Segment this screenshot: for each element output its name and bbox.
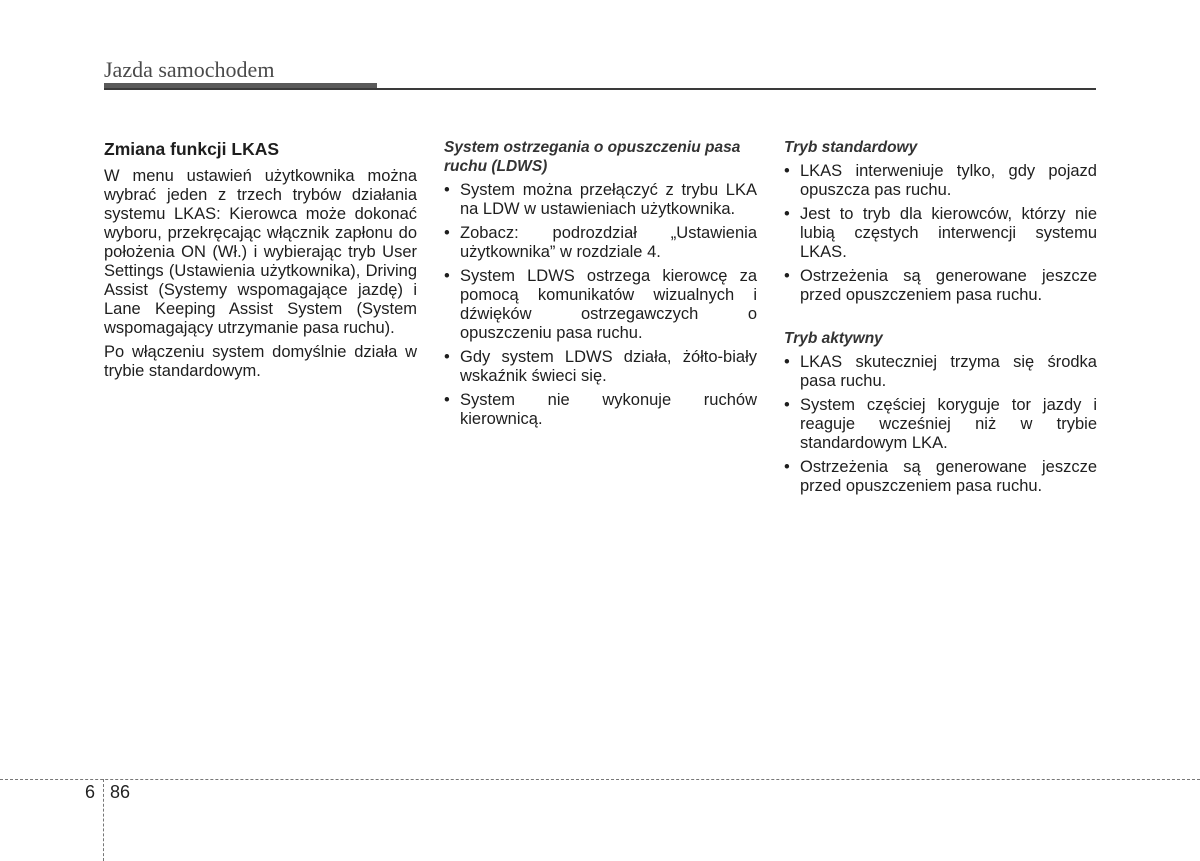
list-item-text: Ostrzeżenia są generowane jeszcze przed opuszczeniem pasa ruchu. — [800, 458, 1097, 495]
list-item — [784, 353, 1097, 391]
paragraph: W menu ustawień użytkownika można wybrać jeden z trzech trybów działania systemu LKAS: Kierowca może dokonać wyboru, przekręcając włącznik zapłonu do położenia ON (Wł.) i wybierając tryb User Settings (Ustawienia użytkownika), Driving Assist (Systemy wspomagające jazdę) i Lane Keeping Assist System (System wspomagający utrzymanie pasa ruchu). — [104, 167, 417, 337]
bullet-icon: • — [784, 162, 790, 180]
active-mode-bullet-list — [784, 353, 1097, 496]
spacer — [784, 310, 1097, 329]
bullet-icon: • — [784, 205, 790, 223]
ldws-bullet-list — [444, 181, 757, 429]
bullet-icon: • — [444, 348, 450, 366]
column-lkas-settings — [104, 138, 417, 386]
list-item — [444, 181, 757, 219]
bullet-icon: • — [444, 267, 450, 285]
bullet-icon: • — [784, 353, 790, 371]
list-item-text: System LDWS ostrzega kierowcę za pomocą komunikatów wizualnych i dźwięków ostrzegawczych o opuszczeniu pasa ruchu. — [460, 267, 757, 342]
list-item-text: Jest to tryb dla kierowców, którzy nie lubią częstych interwencji systemu LKAS. — [800, 205, 1097, 261]
list-item-text: Ostrzeżenia są generowane jeszcze przed opuszczeniem pasa ruchu. — [800, 267, 1097, 304]
bullet-icon: • — [784, 458, 790, 476]
list-item — [784, 267, 1097, 305]
subheading-ldws: System ostrzegania o opuszczeniu pasa ruchu (LDWS) — [444, 139, 741, 175]
bullet-icon: • — [444, 181, 450, 199]
list-item — [444, 348, 757, 386]
list-item — [784, 396, 1097, 453]
list-item-text: System częściej koryguje tor jazdy i reaguje wcześniej niż w trybie standardowym LKA. — [800, 396, 1097, 452]
list-item — [784, 205, 1097, 262]
bullet-icon: • — [444, 391, 450, 409]
standard-mode-bullet-list — [784, 162, 1097, 305]
list-item-text: Zobacz: podrozdział „Ustawienia użytkownika” w rozdziale 4. — [460, 224, 757, 261]
header-rule — [104, 88, 1096, 90]
subheading-standard-mode: Tryb standardowy — [784, 139, 918, 156]
list-item — [444, 267, 757, 343]
footer-divider — [103, 779, 104, 861]
bullet-icon: • — [784, 396, 790, 414]
subheading-active-mode: Tryb aktywny — [784, 330, 883, 347]
running-header: Jazda samochodem — [104, 57, 275, 82]
list-item — [444, 224, 757, 262]
bullet-icon: • — [784, 267, 790, 285]
list-item — [444, 391, 757, 429]
list-item-text: System nie wykonuje ruchów kierownicą. — [460, 391, 757, 428]
column-ldws — [444, 138, 757, 434]
chapter-number: 6 — [85, 782, 96, 802]
paragraph: Po włączeniu system domyślnie działa w trybie standardowym. — [104, 343, 417, 380]
section-title: Zmiana funkcji LKAS — [104, 139, 280, 159]
footer-rule — [0, 779, 1200, 780]
column-modes — [784, 138, 1097, 501]
list-item-text: LKAS skuteczniej trzyma się środka pasa ruchu. — [800, 353, 1097, 390]
list-item — [784, 162, 1097, 200]
bullet-icon: • — [444, 224, 450, 242]
list-item-text: System można przełączyć z trybu LKA na LDW w ustawieniach użytkownika. — [460, 181, 757, 218]
list-item-text: Gdy system LDWS działa, żółto-biały wskaźnik świeci się. — [460, 348, 757, 385]
list-item — [784, 458, 1097, 496]
list-item-text: LKAS interweniuje tylko, gdy pojazd opuszcza pas ruchu. — [800, 162, 1097, 199]
page-number: 86 — [110, 782, 131, 802]
